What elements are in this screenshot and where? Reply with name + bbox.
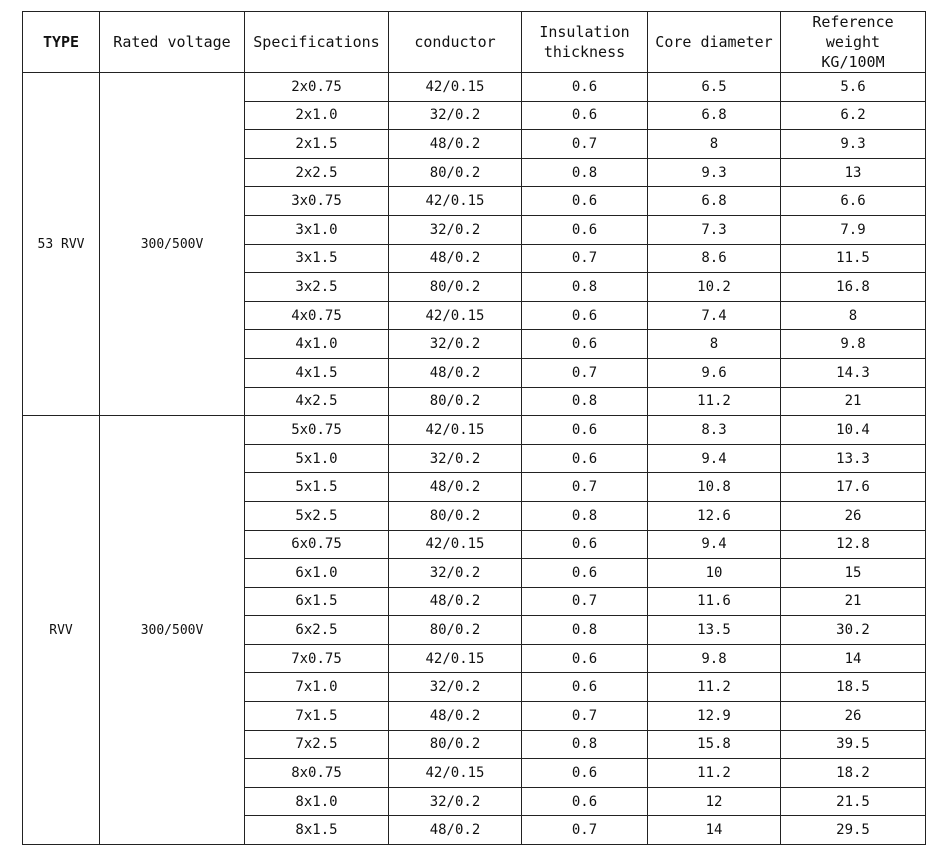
group-voltage-cell: 300/500V: [100, 73, 245, 416]
insulation-cell: 0.6: [522, 215, 648, 244]
core-diameter-cell: 13.5: [648, 616, 781, 645]
conductor-cell: 32/0.2: [389, 215, 522, 244]
spec-cell: 6x1.0: [245, 559, 389, 588]
spec-cell: 8x1.5: [245, 816, 389, 845]
conductor-cell: 42/0.15: [389, 73, 522, 102]
spec-cell: 3x1.5: [245, 244, 389, 273]
weight-cell: 12.8: [781, 530, 926, 559]
spec-cell: 3x1.0: [245, 215, 389, 244]
conductor-cell: 32/0.2: [389, 330, 522, 359]
core-diameter-cell: 15.8: [648, 730, 781, 759]
conductor-cell: 48/0.2: [389, 816, 522, 845]
conductor-cell: 32/0.2: [389, 787, 522, 816]
core-diameter-cell: 11.2: [648, 387, 781, 416]
weight-cell: 16.8: [781, 273, 926, 302]
weight-cell: 6.2: [781, 101, 926, 130]
header-insulation-line1: Insulation: [539, 23, 630, 41]
spec-cell: 6x0.75: [245, 530, 389, 559]
spec-cell: 5x1.5: [245, 473, 389, 502]
table-row: [23, 416, 926, 445]
conductor-cell: 48/0.2: [389, 358, 522, 387]
weight-cell: 6.6: [781, 187, 926, 216]
conductor-cell: 80/0.2: [389, 158, 522, 187]
conductor-cell: 80/0.2: [389, 730, 522, 759]
insulation-cell: 0.6: [522, 416, 648, 445]
header-conductor: conductor: [389, 12, 522, 73]
insulation-cell: 0.7: [522, 473, 648, 502]
core-diameter-cell: 10.2: [648, 273, 781, 302]
insulation-cell: 0.8: [522, 158, 648, 187]
core-diameter-cell: 7.4: [648, 301, 781, 330]
insulation-cell: 0.6: [522, 187, 648, 216]
core-diameter-cell: 6.8: [648, 187, 781, 216]
spec-cell: 3x2.5: [245, 273, 389, 302]
spec-cell: 5x2.5: [245, 501, 389, 530]
insulation-cell: 0.7: [522, 587, 648, 616]
conductor-cell: 42/0.15: [389, 759, 522, 788]
header-type: TYPE: [23, 12, 100, 73]
spec-cell: 2x1.5: [245, 130, 389, 159]
conductor-cell: 32/0.2: [389, 444, 522, 473]
spec-cell: 6x1.5: [245, 587, 389, 616]
core-diameter-cell: 14: [648, 816, 781, 845]
spec-cell: 7x1.0: [245, 673, 389, 702]
conductor-cell: 80/0.2: [389, 387, 522, 416]
insulation-cell: 0.6: [522, 444, 648, 473]
core-diameter-cell: 11.6: [648, 587, 781, 616]
group-type-cell: RVV: [23, 416, 100, 845]
insulation-cell: 0.6: [522, 787, 648, 816]
insulation-cell: 0.6: [522, 644, 648, 673]
insulation-cell: 0.8: [522, 273, 648, 302]
header-core-diameter: Core diameter: [648, 12, 781, 73]
core-diameter-cell: 10: [648, 559, 781, 588]
weight-cell: 9.3: [781, 130, 926, 159]
insulation-cell: 0.6: [522, 530, 648, 559]
weight-cell: 18.2: [781, 759, 926, 788]
weight-cell: 30.2: [781, 616, 926, 645]
conductor-cell: 48/0.2: [389, 473, 522, 502]
spec-cell: 7x1.5: [245, 702, 389, 731]
insulation-cell: 0.7: [522, 244, 648, 273]
group-voltage-cell: 300/500V: [100, 416, 245, 845]
header-row: [23, 12, 926, 73]
weight-cell: 10.4: [781, 416, 926, 445]
spec-cell: 4x2.5: [245, 387, 389, 416]
weight-cell: 7.9: [781, 215, 926, 244]
conductor-cell: 42/0.15: [389, 644, 522, 673]
weight-cell: 9.8: [781, 330, 926, 359]
header-weight-line2: KG/100M: [821, 53, 885, 71]
header-reference-weight: [781, 12, 926, 73]
conductor-cell: 42/0.15: [389, 416, 522, 445]
conductor-cell: 32/0.2: [389, 559, 522, 588]
conductor-cell: 32/0.2: [389, 673, 522, 702]
core-diameter-cell: 9.4: [648, 444, 781, 473]
core-diameter-cell: 10.8: [648, 473, 781, 502]
core-diameter-cell: 12.6: [648, 501, 781, 530]
spec-cell: 5x0.75: [245, 416, 389, 445]
insulation-cell: 0.6: [522, 673, 648, 702]
insulation-cell: 0.6: [522, 330, 648, 359]
weight-cell: 29.5: [781, 816, 926, 845]
weight-cell: 21: [781, 587, 926, 616]
insulation-cell: 0.6: [522, 101, 648, 130]
conductor-cell: 48/0.2: [389, 702, 522, 731]
header-rated-voltage: Rated voltage: [100, 12, 245, 73]
insulation-cell: 0.6: [522, 73, 648, 102]
core-diameter-cell: 11.2: [648, 673, 781, 702]
core-diameter-cell: 7.3: [648, 215, 781, 244]
table-body: [23, 73, 926, 845]
header-insulation-line2: thickness: [543, 43, 626, 61]
conductor-cell: 32/0.2: [389, 101, 522, 130]
weight-cell: 18.5: [781, 673, 926, 702]
spec-cell: 2x0.75: [245, 73, 389, 102]
insulation-cell: 0.6: [522, 301, 648, 330]
core-diameter-cell: 12: [648, 787, 781, 816]
insulation-cell: 0.7: [522, 358, 648, 387]
core-diameter-cell: 12.9: [648, 702, 781, 731]
spec-cell: 5x1.0: [245, 444, 389, 473]
spec-cell: 8x1.0: [245, 787, 389, 816]
spec-cell: 8x0.75: [245, 759, 389, 788]
insulation-cell: 0.8: [522, 730, 648, 759]
weight-cell: 15: [781, 559, 926, 588]
weight-cell: 14.3: [781, 358, 926, 387]
spec-cell: 2x2.5: [245, 158, 389, 187]
core-diameter-cell: 8.6: [648, 244, 781, 273]
spec-cell: 3x0.75: [245, 187, 389, 216]
cable-spec-table: [22, 11, 926, 845]
core-diameter-cell: 6.5: [648, 73, 781, 102]
header-specifications: Specifications: [245, 12, 389, 73]
spec-cell: 7x2.5: [245, 730, 389, 759]
conductor-cell: 80/0.2: [389, 273, 522, 302]
conductor-cell: 42/0.15: [389, 187, 522, 216]
header-weight-line1: Reference weight: [812, 13, 894, 51]
core-diameter-cell: 9.3: [648, 158, 781, 187]
spec-cell: 4x1.5: [245, 358, 389, 387]
insulation-cell: 0.6: [522, 559, 648, 588]
weight-cell: 11.5: [781, 244, 926, 273]
spec-cell: 4x1.0: [245, 330, 389, 359]
weight-cell: 17.6: [781, 473, 926, 502]
core-diameter-cell: 11.2: [648, 759, 781, 788]
conductor-cell: 80/0.2: [389, 616, 522, 645]
weight-cell: 5.6: [781, 73, 926, 102]
spec-cell: 6x2.5: [245, 616, 389, 645]
spec-cell: 4x0.75: [245, 301, 389, 330]
insulation-cell: 0.8: [522, 501, 648, 530]
insulation-cell: 0.6: [522, 759, 648, 788]
conductor-cell: 42/0.15: [389, 301, 522, 330]
core-diameter-cell: 9.6: [648, 358, 781, 387]
weight-cell: 14: [781, 644, 926, 673]
weight-cell: 13.3: [781, 444, 926, 473]
conductor-cell: 48/0.2: [389, 587, 522, 616]
insulation-cell: 0.8: [522, 387, 648, 416]
weight-cell: 13: [781, 158, 926, 187]
core-diameter-cell: 8.3: [648, 416, 781, 445]
insulation-cell: 0.7: [522, 816, 648, 845]
conductor-cell: 48/0.2: [389, 244, 522, 273]
conductor-cell: 42/0.15: [389, 530, 522, 559]
weight-cell: 39.5: [781, 730, 926, 759]
table-row: [23, 73, 926, 102]
weight-cell: 21: [781, 387, 926, 416]
core-diameter-cell: 6.8: [648, 101, 781, 130]
spec-cell: 2x1.0: [245, 101, 389, 130]
weight-cell: 26: [781, 702, 926, 731]
insulation-cell: 0.8: [522, 616, 648, 645]
core-diameter-cell: 9.8: [648, 644, 781, 673]
weight-cell: 21.5: [781, 787, 926, 816]
group-type-cell: 53 RVV: [23, 73, 100, 416]
weight-cell: 8: [781, 301, 926, 330]
spec-cell: 7x0.75: [245, 644, 389, 673]
conductor-cell: 80/0.2: [389, 501, 522, 530]
header-insulation-thickness: [522, 12, 648, 73]
insulation-cell: 0.7: [522, 702, 648, 731]
core-diameter-cell: 8: [648, 330, 781, 359]
weight-cell: 26: [781, 501, 926, 530]
conductor-cell: 48/0.2: [389, 130, 522, 159]
core-diameter-cell: 8: [648, 130, 781, 159]
core-diameter-cell: 9.4: [648, 530, 781, 559]
insulation-cell: 0.7: [522, 130, 648, 159]
